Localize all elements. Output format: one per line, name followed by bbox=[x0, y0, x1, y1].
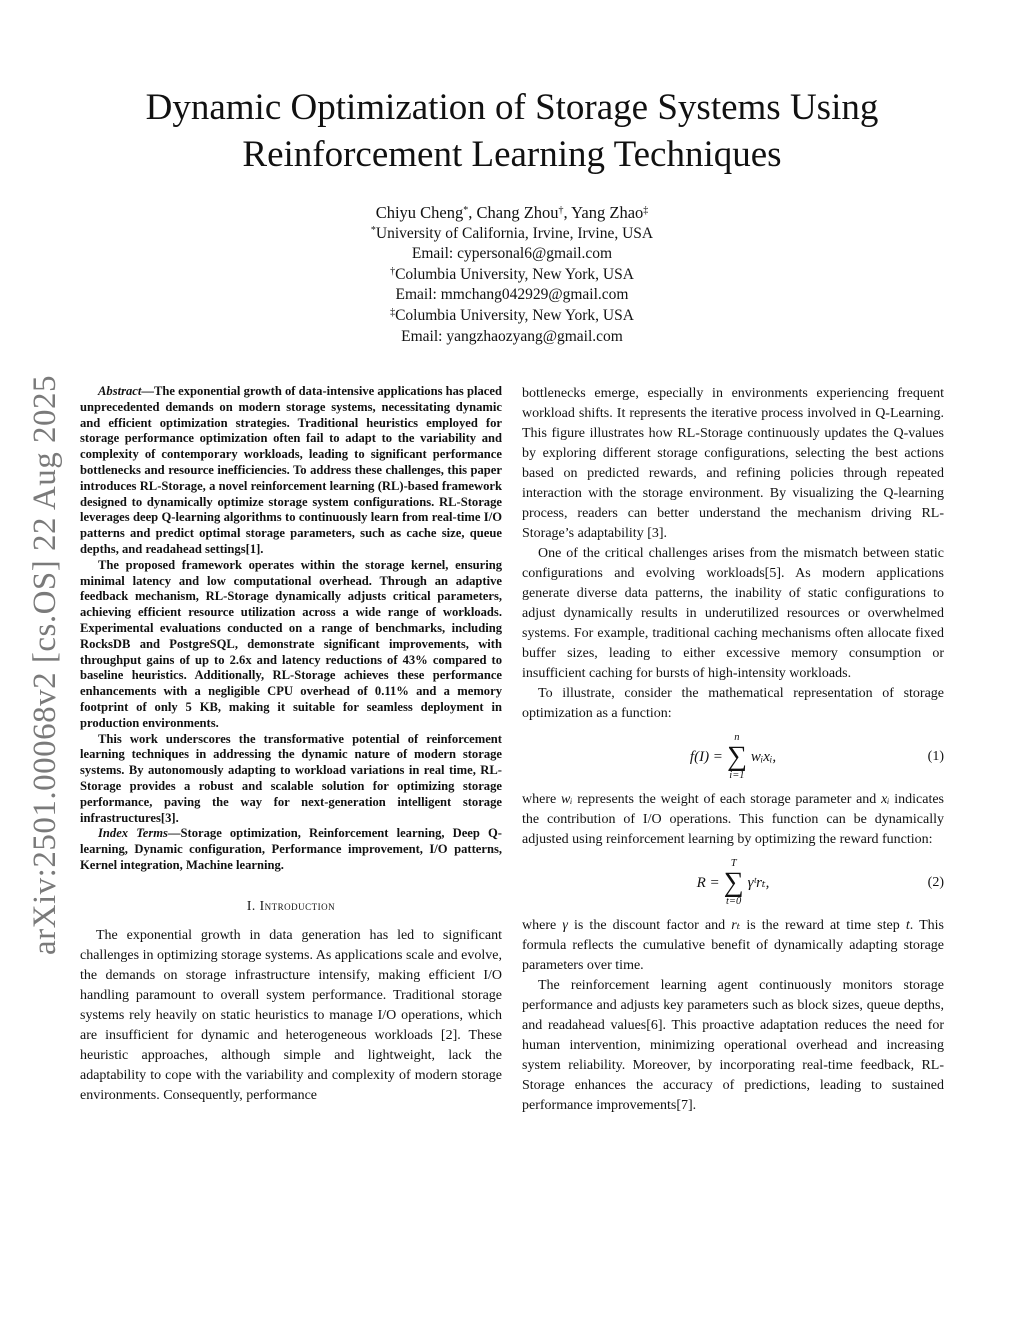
affiliation-1-mark: * bbox=[370, 224, 376, 236]
affiliation-3-text: Columbia University, New York, USA bbox=[395, 306, 634, 324]
p4-math-w: wᵢ bbox=[560, 792, 573, 807]
title-line-1: Dynamic Optimization of Storage Systems Using bbox=[145, 87, 879, 128]
equation-2-upper: T bbox=[730, 857, 737, 869]
abstract-text-1: —The exponential growth of data-intensive applications has placed unprecedented demands on modern storage systems, necessitating dynamic and efficient optimization strategies. Traditional heuristics employed for storage performance optimization often fail to adapt to the variability and complexity of contemporary workloads, leading to significant performance bottlenecks and resource inefficiencies. To address these challenges, this paper introduces RL-Storage, a novel reinforcement learning (RL)-based framework designed to dynamically optimize storage system configurations. RL-Storage leverages deep Q-learning algorithms to continuously learn from real-time I/O patterns and predict optimal storage parameters, such as cache size, queue depths, and readahead settings[1]. bbox=[80, 384, 502, 556]
equation-1-rhs: wᵢxᵢ, bbox=[750, 749, 777, 765]
abstract bbox=[80, 384, 502, 874]
email-1: Email: cypersonal6@gmail.com bbox=[411, 245, 613, 263]
left-column bbox=[80, 384, 502, 1106]
author-names bbox=[200, 203, 824, 224]
section-title: Introduction bbox=[259, 897, 336, 913]
p5-text-d: . This formula reflects the cumulative benefit of dynamically adapting storage parameters over time. bbox=[522, 918, 945, 973]
index-terms bbox=[80, 826, 502, 873]
affiliation-2-mark: † bbox=[390, 265, 396, 277]
p5-text-b: is the discount factor and bbox=[567, 918, 732, 933]
p4-text-c: indicates the contribution of I/O operations. This function can be dynamically adjusted using reinforcement learning by optimizing the reward function: bbox=[522, 792, 945, 847]
abstract-paragraph-2: The proposed framework operates within the storage kernel, ensuring minimal latency and low computational overhead. Through an adaptive feedback mechanism, RL-Storage dynamically adjusts critical parameters, achieving efficient resource utilization across a wide range of workloads. Experimental evaluations conducted on a range of benchmarks, including RocksDB and PostgreSQL, demonstrate significant improvements, with throughput gains of up to 2.6x and latency reductions of 43% compared to baseline heuristics. Additionally, RL-Storage achieves these performance enhancements with a negligible CPU overhead of 0.11% and a memory footprint of only 5 KB, making it suitable for seamless deployment in production environments. bbox=[80, 557, 502, 730]
equation-2-rhs: γᵗrₜ, bbox=[747, 875, 770, 891]
right-paragraph-6: The reinforcement learning agent continuously monitors storage performance and adjusts key parameters such as block sizes, queue depths, and readahead values[6]. This proactive adaptation reduces the need for human intervention, minimizing operational overhead and increasing system reliability. Moreover, by incorporating real-time feedback, RL-Storage enhances the accuracy of predictions, leading to sustained performance improvements[7]. bbox=[522, 978, 944, 1113]
abstract-paragraph-3: This work underscores the transformative potential of reinforcement learning techniques in addressing the dynamic nature of modern storage systems. By autonomously adapting to workload variations in real time, RL-Storage provides a robust and scalable solution for optimizing storage performance, paving the way for next-generation intelligent storage infrastructures[3]. bbox=[80, 731, 502, 825]
author-2: , Chang Zhou bbox=[468, 203, 559, 222]
abstract-paragraph-1 bbox=[80, 384, 502, 558]
equation-1 bbox=[522, 724, 944, 790]
right-paragraph-3: To illustrate, consider the mathematical representation of storage optimization as a function: bbox=[522, 686, 944, 721]
equation-1-sum bbox=[727, 733, 747, 782]
p4-text-b: represents the weight of each storage parameter and bbox=[572, 792, 882, 807]
right-paragraph-5 bbox=[522, 916, 944, 976]
equation-2-sum bbox=[724, 859, 744, 908]
affiliation-1 bbox=[200, 224, 824, 245]
p4-text-a: where bbox=[522, 792, 561, 807]
equation-1-lhs: f(I) = bbox=[689, 749, 723, 765]
right-paragraph-2: One of the critical challenges arises from the mismatch between static configurations and evolving workloads[5]. As modern applications generate diverse data patterns, the inability of static configurations to adjust dynamically results in underutilized resources or overwhelmed systems. For example, traditional caching mechanisms often allocate fixed buffer sizes, leading to either excessive memory consumption or insufficient caching for bursts of high-intensity workloads. bbox=[522, 546, 944, 681]
equation-1-number: (1) bbox=[927, 749, 944, 764]
author-2-mark: † bbox=[558, 205, 564, 216]
p4-math-x: xᵢ bbox=[881, 792, 890, 807]
p5-math-t: t bbox=[905, 918, 910, 933]
author-3: , Yang Zhao bbox=[563, 203, 644, 222]
email-3: Email: yangzhaozyang@gmail.com bbox=[401, 327, 623, 345]
equation-2 bbox=[522, 850, 944, 916]
p5-math-r: rₜ bbox=[731, 918, 741, 933]
right-paragraph-4 bbox=[522, 790, 944, 850]
author-1-mark: * bbox=[463, 205, 469, 216]
equation-2-number: (2) bbox=[927, 875, 944, 890]
sigma-icon: ∑ bbox=[723, 867, 744, 898]
affiliation-3 bbox=[200, 306, 824, 327]
equation-1-upper: n bbox=[734, 731, 740, 743]
right-paragraph-1: bottlenecks emerge, especially in environments experiencing frequent workload shifts. It represents the iterative process involved in Q-Learning. This figure illustrates how RL-Storage continuously updates the Q-values by exploring different storage configurations, selecting the best actions based on predicted rewards, and refining policies through repeated interaction with the storage environment. By visualizing the Q-learning process, readers can better understand the mechanism driving RL-Storage’s adaptability [3]. bbox=[522, 386, 944, 541]
right-column bbox=[522, 384, 944, 1116]
index-terms-text: —Storage optimization, Reinforcement learning, Deep Q-learning, Dynamic configuration, Performance improvement, I/O patterns, Kernel integration, Machine learning. bbox=[80, 826, 502, 872]
author-1: Chiyu Cheng bbox=[375, 203, 464, 222]
arxiv-watermark bbox=[20, 370, 70, 960]
abstract-label: Abstract bbox=[98, 384, 142, 398]
paper-title bbox=[80, 84, 944, 178]
p5-text-a: where bbox=[522, 918, 563, 933]
section-heading-introduction bbox=[80, 896, 502, 916]
author-block bbox=[200, 203, 824, 347]
affiliation-2-text: Columbia University, New York, USA bbox=[395, 265, 634, 283]
email-2: Email: mmchang042929@gmail.com bbox=[395, 286, 629, 304]
p5-text-c: is the reward at time step bbox=[740, 918, 906, 933]
author-3-mark: ‡ bbox=[643, 205, 649, 216]
intro-paragraph-1: The exponential growth in data generation has led to significant challenges in optimizing storage systems. As applications scale and evolve, the demands on storage infrastructure intensify, making efficient I/O handling paramount to overall system performance. Traditional storage systems rely heavily on static heuristics to manage I/O operations, which are insufficient for dynamic and heterogeneous workloads [2]. These heuristic approaches, although simple and lightweight, lack the adaptability to cope with the variability and complexity of modern storage environments. Consequently, performance bbox=[80, 927, 502, 1103]
introduction-body bbox=[80, 926, 502, 1106]
section-number: I. bbox=[246, 897, 260, 913]
p5-math-gamma: γ bbox=[562, 918, 568, 933]
title-line-2: Reinforcement Learning Techniques bbox=[242, 134, 782, 175]
affiliation-3-mark: ‡ bbox=[390, 306, 396, 318]
affiliation-2 bbox=[200, 265, 824, 286]
index-terms-label: Index Terms bbox=[98, 826, 168, 841]
equation-2-lower: t=0 bbox=[726, 896, 742, 907]
arxiv-id: arXiv:2501.00068v2 [cs.OS] 22 Aug 2025 bbox=[26, 375, 63, 955]
equation-2-lhs: R = bbox=[696, 875, 720, 891]
equation-1-lower: i=1 bbox=[729, 770, 745, 781]
sigma-icon: ∑ bbox=[726, 741, 747, 772]
affiliation-1-text: University of California, Irvine, Irvine, USA bbox=[375, 224, 654, 242]
